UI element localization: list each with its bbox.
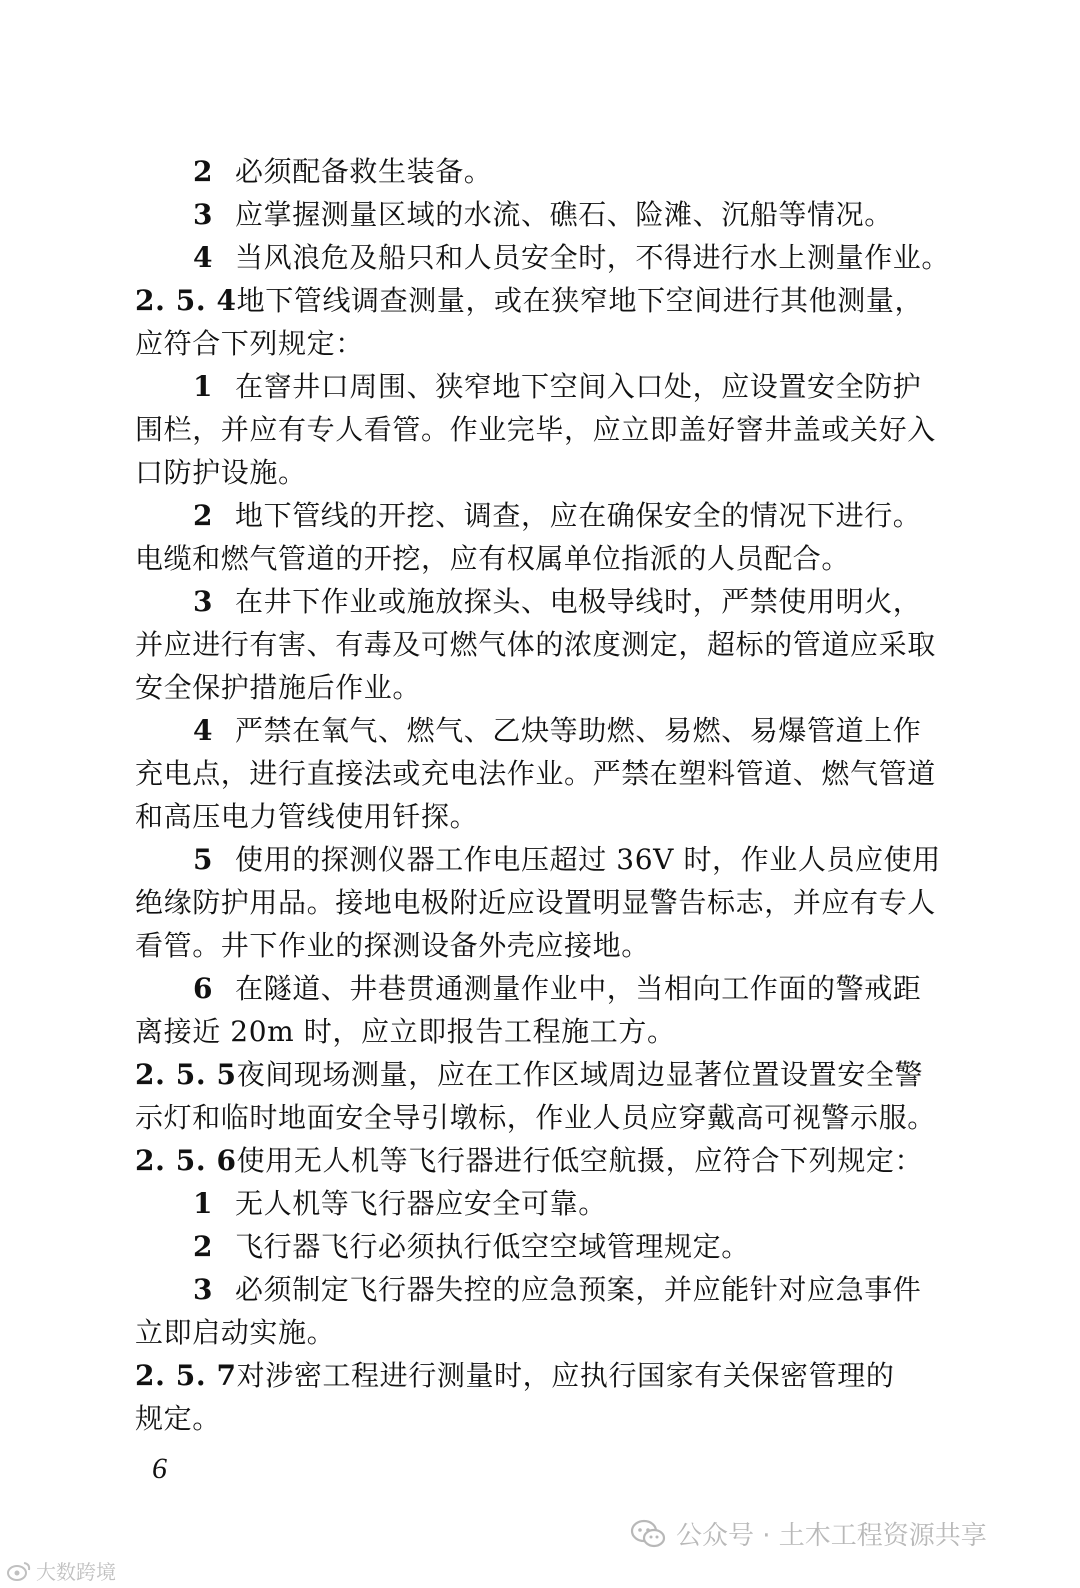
text-line	[135, 666, 945, 709]
text-line	[135, 1225, 945, 1268]
line-text: 严禁在氧气、燃气、乙炔等助燃、易燃、易爆管道上作	[235, 714, 922, 747]
text-line	[135, 752, 945, 795]
line-text: 应符合下列规定：	[135, 327, 364, 360]
line-text: 和高压电力管线使用钎探。	[135, 800, 479, 833]
page-number: 6	[152, 1452, 167, 1485]
line-text: 必须制定飞行器失控的应急预案，并应能针对应急事件	[235, 1273, 922, 1306]
text-line	[135, 1139, 945, 1182]
line-text: 使用无人机等飞行器进行低空航摄，应符合下列规定：	[236, 1144, 924, 1177]
watermark-weibo	[6, 1556, 116, 1585]
line-text: 示灯和临时地面安全导引墩标，作业人员应穿戴高可视警示服。	[135, 1101, 936, 1134]
text-line	[135, 580, 945, 623]
text-line	[135, 279, 945, 322]
text-line	[135, 1268, 945, 1311]
item-number: 2	[193, 155, 214, 188]
line-text: 离接近 20m 时，应立即报告工程施工方。	[135, 1015, 676, 1048]
document-body	[135, 150, 951, 1440]
wechat-icon	[630, 1519, 666, 1549]
line-text: 绝缘防护用品。接地电极附近应设置明显警告标志，并应有专人	[135, 886, 936, 919]
item-number: 6	[193, 972, 214, 1005]
item-number: 5	[193, 843, 214, 876]
line-text: 规定。	[135, 1402, 221, 1435]
line-text: 飞行器飞行必须执行低空空域管理规定。	[235, 1230, 750, 1263]
item-number: 4	[193, 241, 214, 274]
item-number: 2	[193, 1230, 214, 1263]
text-line	[135, 967, 945, 1010]
text-line	[135, 150, 945, 193]
line-text: 口防护设施。	[135, 456, 307, 489]
line-text: 在井下作业或施放探头、电极导线时，严禁使用明火，	[235, 585, 922, 618]
text-line	[135, 838, 945, 881]
watermark-left-text: 大数跨境	[36, 1560, 116, 1584]
line-text: 安全保护措施后作业。	[135, 671, 422, 704]
text-line	[135, 623, 945, 666]
item-number: 3	[193, 1273, 214, 1306]
text-line	[135, 1311, 945, 1354]
item-number: 1	[193, 1187, 214, 1220]
text-line	[135, 1354, 945, 1397]
text-line	[135, 408, 945, 451]
watermark-right-text: 公众号 · 土木工程资源共享	[676, 1521, 987, 1551]
text-line	[135, 1096, 945, 1139]
line-text: 应掌握测量区域的水流、礁石、险滩、沉船等情况。	[235, 198, 893, 231]
text-line	[135, 1397, 945, 1440]
line-text: 地下管线的开挖、调查，应在确保安全的情况下进行。	[235, 499, 922, 532]
text-line	[135, 709, 945, 752]
line-text: 立即启动实施。	[135, 1316, 336, 1349]
text-line	[135, 1182, 945, 1225]
section-number: 2. 5. 7	[135, 1359, 237, 1392]
line-text: 使用的探测仪器工作电压超过 36V 时，作业人员应使用	[235, 843, 941, 876]
section-number: 2. 5. 6	[135, 1144, 237, 1177]
text-line	[135, 881, 945, 924]
item-number: 2	[193, 499, 214, 532]
line-text: 夜间现场测量，应在工作区域周边显著位置设置安全警	[236, 1058, 924, 1091]
text-line	[135, 451, 945, 494]
item-number: 4	[193, 714, 214, 747]
section-number: 2. 5. 4	[135, 284, 237, 317]
weibo-logo-icon	[6, 1560, 32, 1582]
text-line	[135, 193, 945, 236]
text-line	[135, 924, 945, 967]
section-number: 2. 5. 5	[135, 1058, 237, 1091]
line-text: 地下管线调查测量，或在狭窄地下空间进行其他测量，	[236, 284, 924, 317]
line-text: 必须配备救生装备。	[235, 155, 493, 188]
line-text: 看管。井下作业的探测设备外壳应接地。	[135, 929, 650, 962]
watermark-wechat	[630, 1515, 987, 1552]
text-line	[135, 795, 945, 838]
text-line	[135, 1053, 945, 1096]
line-text: 在窨井口周围、狭窄地下空间入口处，应设置安全防护	[235, 370, 922, 403]
line-text: 充电点，进行直接法或充电法作业。严禁在塑料管道、燃气管道	[135, 757, 936, 790]
text-line	[135, 1010, 945, 1053]
line-text: 对涉密工程进行测量时，应执行国家有关保密管理的	[236, 1359, 895, 1392]
text-line	[135, 322, 945, 365]
item-number: 1	[193, 370, 214, 403]
line-text: 围栏，并应有专人看管。作业完毕，应立即盖好窨井盖或关好入	[135, 413, 936, 446]
item-number: 3	[193, 585, 214, 618]
text-line	[135, 537, 945, 580]
item-number: 3	[193, 198, 214, 231]
text-line	[135, 236, 951, 279]
text-line	[135, 365, 945, 408]
line-text: 在隧道、井巷贯通测量作业中，当相向工作面的警戒距	[235, 972, 922, 1005]
text-line	[135, 494, 945, 537]
line-text: 电缆和燃气管道的开挖，应有权属单位指派的人员配合。	[135, 542, 851, 575]
line-text: 并应进行有害、有毒及可燃气体的浓度测定，超标的管道应采取	[135, 628, 936, 661]
line-text: 无人机等飞行器应安全可靠。	[235, 1187, 607, 1220]
line-text: 当风浪危及船只和人员安全时，不得进行水上测量作业。	[235, 241, 951, 274]
